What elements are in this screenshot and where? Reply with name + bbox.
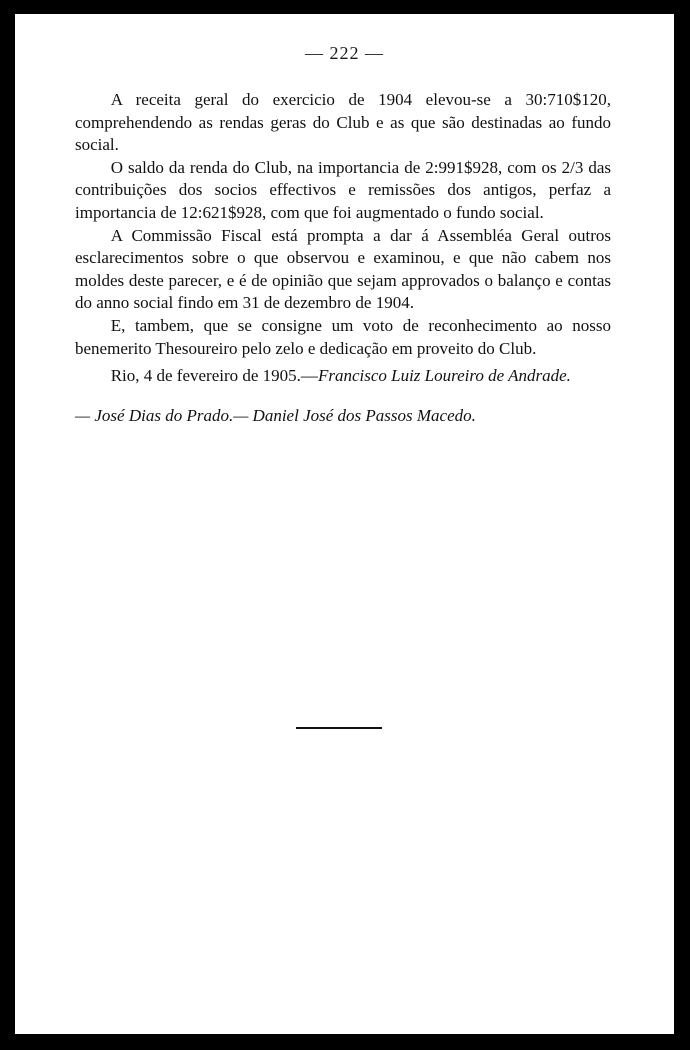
paragraph-voto: E, tambem, que se consigne um voto de reconhecimento ao nosso benemerito Thesoureiro pelo zelo e dedicação em proveito do Club. xyxy=(75,315,611,358)
signature-name-andrade: Francisco Luiz Loureiro de Andrade. xyxy=(317,366,571,386)
signature-line xyxy=(75,365,611,388)
signature-names: — José Dias do Prado.— Daniel José dos Passos Macedo. xyxy=(75,405,476,425)
signature-place-date: Rio, 4 de fevereiro de 1905.— xyxy=(110,366,318,386)
body-text xyxy=(75,89,611,427)
paragraph-receita: A receita geral do exercicio de 1904 elevou-se a 30:710$120, comprehendendo as rendas geras do Club e as que são destinadas ao fundo social. xyxy=(75,90,611,155)
page-number: — 222 — xyxy=(305,43,384,63)
paragraph-saldo: O saldo da renda do Club, na importancia de 2:991$928, com os 2/3 das contribuições dos socios effectivos e remissões dos antigos, perfaz a importancia de 12:621$928, com que foi augmentado o fundo social. xyxy=(75,157,611,222)
closing-rule xyxy=(296,727,382,729)
document-page xyxy=(15,14,674,1034)
paragraph-commissao: A Commissão Fiscal está prompta a dar á Assembléa Geral outros esclarecimentos sobre o que observou e examinou, e que não cabem nos moldes deste parecer, e é de opinião que sejam approvados o balanço e contas do anno social findo em 31 de dezembro de 1904. xyxy=(75,225,611,313)
